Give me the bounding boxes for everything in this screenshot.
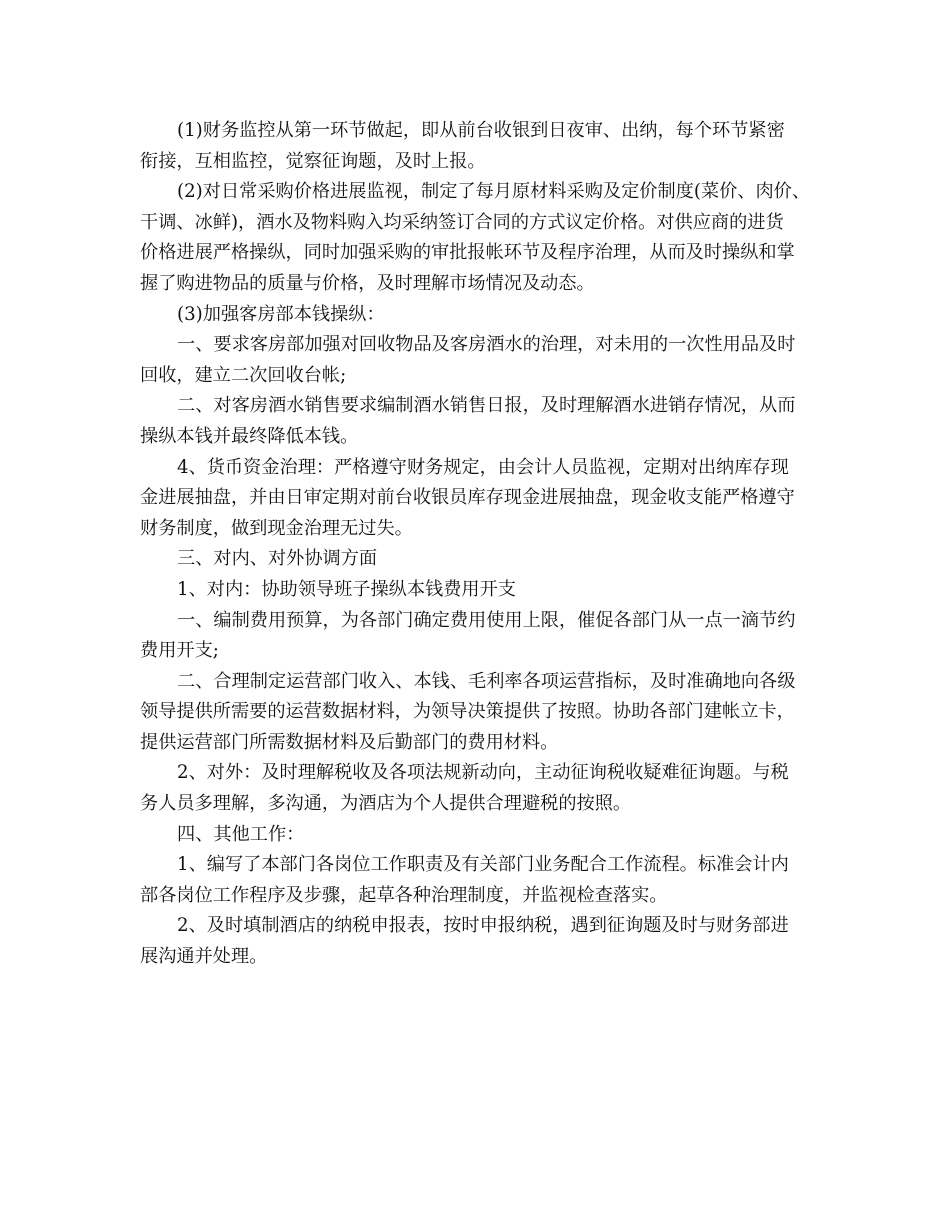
text-line: 操纵本钱并最终降低本钱。 bbox=[140, 425, 359, 447]
text-line: 金进展抽盘，并由日审定期对前台收银员库存现金进展抽盘，现金收支能严格遵守 bbox=[140, 487, 795, 509]
text-line: 财务制度，做到现金治理无过失。 bbox=[140, 517, 413, 539]
text-line: 4、货币资金治理：严格遵守财务规定，由会计人员监视，定期对出纳库存现 bbox=[177, 456, 789, 478]
text-line: 干调、冰鲜)，酒水及物料购入均采纳签订合同的方式议定价格。对供应商的进货 bbox=[140, 211, 784, 233]
text-line: 价格进展严格操纵，同时加强采购的审批报帐环节及程序治理，从而及时操纵和掌 bbox=[140, 242, 795, 264]
text-line: (3)加强客房部本钱操纵： bbox=[177, 303, 385, 325]
text-line: 握了购进物品的质量与价格，及时理解市场情况及动态。 bbox=[140, 272, 595, 294]
text-line: 1、对内：协助领导班子操纵本钱费用开支 bbox=[177, 578, 516, 600]
text-line: 部各岗位工作程序及步骤，起草各种治理制度，并监视检查落实。 bbox=[140, 884, 668, 906]
text-line: 提供运营部门所需数据材料及后勤部门的费用材料。 bbox=[140, 731, 559, 753]
text-line: 2、及时填制酒店的纳税申报表，按时申报纳税，遇到征询题及时与财务部进 bbox=[177, 915, 789, 937]
text-line: 二、合理制定运营部门收入、本钱、毛利率各项运营指标，及时准确地向各级 bbox=[177, 670, 796, 692]
text-line: (2)对日常采购价格进展监视，制定了每月原材料采购及定价制度(菜价、肉价、 bbox=[177, 181, 811, 203]
text-line: 四、其他工作： bbox=[177, 823, 305, 845]
text-line: 三、对内、对外协调方面 bbox=[177, 548, 378, 570]
text-line: 费用开支; bbox=[140, 640, 219, 662]
text-line: 一、编制费用预算，为各部门确定费用使用上限，催促各部门从一点一滴节约 bbox=[177, 609, 796, 631]
text-line: 回收，建立二次回收台帐; bbox=[140, 364, 347, 386]
text-line: 展沟通并处理。 bbox=[140, 946, 268, 968]
text-line: 二、对客房酒水销售要求编制酒水销售日报，及时理解酒水进销存情况，从而 bbox=[177, 395, 796, 417]
document-body bbox=[140, 116, 830, 973]
text-line: 务人员多理解，多沟通，为酒店为个人提供合理避税的按照。 bbox=[140, 793, 632, 815]
text-line: 领导提供所需要的运营数据材料，为领导决策提供了按照。协助各部门建帐立卡， bbox=[140, 701, 795, 723]
text-line: (1)财务监控从第一环节做起，即从前台收银到日夜审、出纳，每个环节紧密 bbox=[177, 120, 785, 141]
text-line: 衔接，互相监控，觉察征询题，及时上报。 bbox=[140, 150, 486, 172]
text-line: 1、编写了本部门各岗位工作职责及有关部门业务配合工作流程。标准会计内 bbox=[177, 854, 789, 876]
text-line: 一、要求客房部加强对回收物品及客房酒水的治理，对未用的一次性用品及时 bbox=[177, 334, 796, 356]
text-line: 2、对外：及时理解税收及各项法规新动向，主动征询税收疑难征询题。与税 bbox=[177, 762, 789, 784]
